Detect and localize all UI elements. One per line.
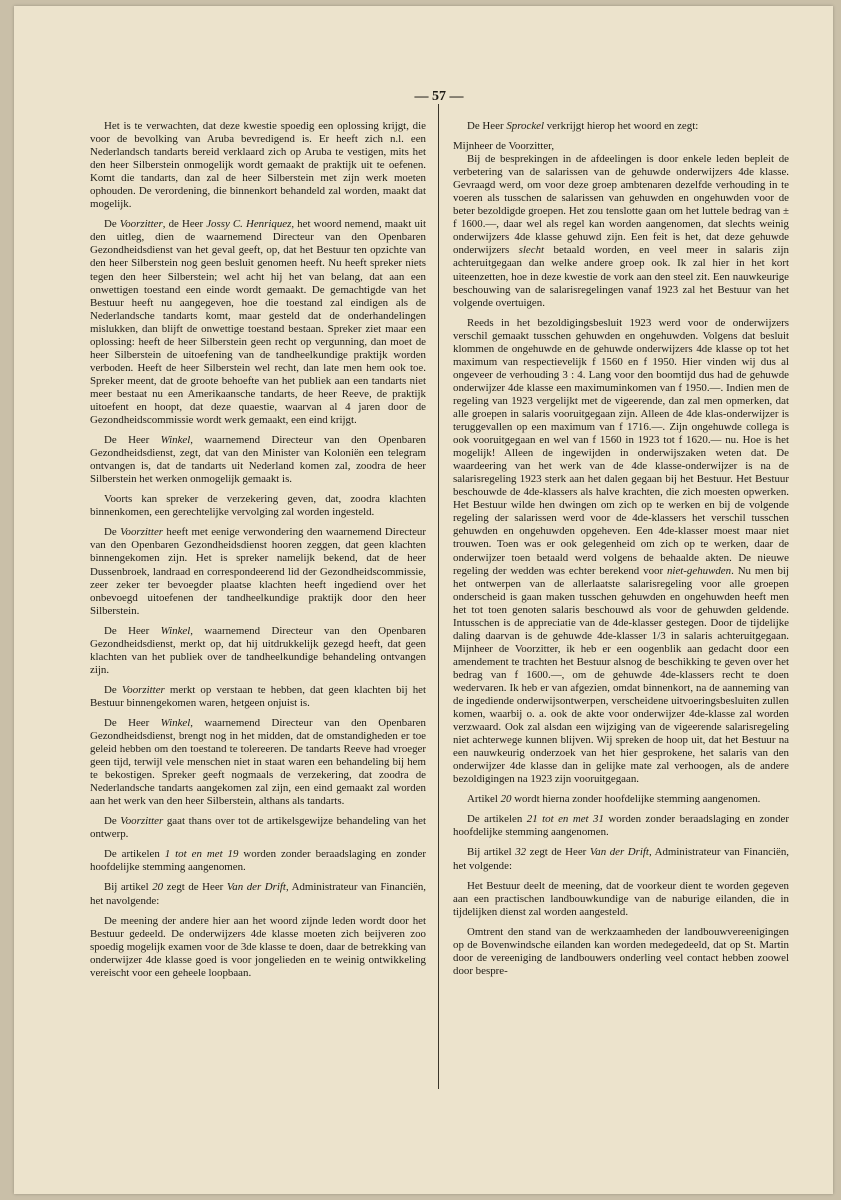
paragraph-text: , waarnemend Directeur van den Openbaren Gezondheidsdienst, brengt nog in het midden, dat de omstandigheden er toe geleid hebben om den toestand te tolereeren. De tandarts Reeve had vroeger geen tijd, terwijl vele menschen niet in staat waren een behandeling bij hem te bekostigen. Spreker geeft nogmaals de verzekering, dat zoodra de Nederlandsche tandarts aangekomen zal zijn, een eind gemaakt zal worden aan het werk van den heer Silberstein, althans als tandarts.: [90, 716, 426, 808]
paragraph-text: Het Bestuur deelt de meening, dat de voorkeur dient te worden gegeven aan een practischen landbouwkundige van de naburige eilanden, die in tijdelijken dienst zal worden aangesteld.: [453, 879, 789, 918]
page-number: — 57 —: [414, 89, 464, 104]
paragraph-text: Bij artikel: [104, 881, 153, 894]
paragraph-text: , waarnemend Directeur van den Openbaren Gezondheidsdienst, merkt op, dat hij uitdrukkelijk gezegd heeft, dat geen klachten van het publiek over de tandheelkundige behandeling ontvangen zijn.: [90, 624, 426, 676]
paragraph: [90, 815, 426, 841]
italic-text: Voorzitter: [119, 218, 163, 231]
column-divider: [438, 104, 439, 1089]
paragraph-text: Voorts kan spreker de verzekering geven, dat, zoodra klachten binnenkomen, een gerechtelijke vervolging zal worden ingesteld.: [90, 493, 426, 519]
paragraph-text: , Administrateur van Financiën, het volgende:: [453, 846, 790, 872]
paragraph: [453, 140, 789, 153]
paragraph: [90, 717, 426, 808]
paragraph-text: merkt op verstaan te hebben, dat geen klachten bij het Bestuur binnengekomen waren, hetgeen onjuist is.: [90, 683, 427, 709]
italic-text: Voorzitter: [120, 815, 164, 828]
paragraph-text: gaat thans over tot de artikelsgewijze behandeling van het ontwerp.: [90, 815, 427, 841]
italic-text: 21 tot en met 31: [526, 813, 604, 826]
italic-text: Van der Drift: [589, 846, 649, 859]
italic-text: Voorzitter: [121, 683, 165, 696]
paragraph-text: Mijnheer de Voorzitter,: [453, 140, 555, 153]
paragraph: [90, 434, 426, 486]
paragraph-text: zegt de Heer: [526, 846, 590, 859]
paragraph-text: Artikel: [467, 793, 501, 806]
paragraph-text: De artikelen: [104, 848, 165, 861]
italic-text: slecht: [518, 244, 545, 257]
paragraph-text: De: [104, 815, 121, 828]
paragraph: [90, 493, 426, 519]
paragraph-text: heeft met eenige verwondering den waarnemend Directeur van den Openbaren Gezondheidsdienst hooren zeggen, dat geen klachten binnengekomen zijn. Het is spreker namelijk bekend, dat de heer Dussenbroek, landraad en correspondeerend lid der Gezondheidscommissie, zeer zeker ter bevoegder plaatse klachten heeft ingediend over het onbevoegd uitoefenen der tandheelkundige praktijk door den heer Silberstein.: [90, 526, 427, 617]
paragraph: [453, 153, 789, 310]
italic-text: Van der Drift: [226, 881, 286, 894]
paragraph: [453, 846, 789, 872]
paragraph: [90, 684, 426, 710]
paragraph-text: wordt hierna zonder hoofdelijke stemming aangenomen.: [511, 793, 761, 806]
paragraph-text: , waarnemend Directeur van den Openbaren Gezondheidsdienst, zegt, dat van den Minister van Koloniën een telegram ontvangen is, dat de tandarts uit Nederland komen zal, zoodra de heer Silberstein het werken onmogelijk gemaakt is.: [90, 434, 426, 486]
document-page: [14, 6, 833, 1194]
paragraph-text: , Administrateur van Financiën, het navolgende:: [90, 881, 427, 907]
paragraph: [90, 881, 426, 907]
italic-text: Winkel: [160, 624, 191, 637]
left-column: [90, 120, 426, 987]
italic-text: Jossy C. Henriquez: [206, 218, 292, 231]
paragraph: [453, 880, 789, 919]
paragraph: [453, 317, 789, 787]
italic-text: Voorzitter: [120, 526, 164, 539]
paragraph-text: Het is te verwachten, dat deze kwestie spoedig een oplossing krijgt, die voor de bevolking van Aruba bevredigend is. Er heeft zich n.l. een Nederlandsch tandarts bereid verklaard zich op Aruba te vestigen, mits het den heer Silberstein onmogelijk wordt gemaakt de praktijk uit te oefenen. Komt die tandarts, dan zal de heer Silberstein met zijn werk moeten ophouden. De verordening, die binnenkort behandeld zal worden, maakt dat mogelijk.: [90, 120, 426, 211]
paragraph-text: Bij artikel: [467, 846, 516, 859]
paragraph-text: zegt de Heer: [163, 881, 227, 894]
italic-text: 20: [500, 793, 512, 806]
paragraph-text: betaald worden, en veel meer in salaris zijn achteruitgegaan dan welke andere groep ook. Ik zal hier in het kort uiteenzetten, hoe in deze kwestie de vork aan den steel zit. Een nauwkeurige beschouwing van de salarisregelingen vanaf 1923 zal het Bestuur van het volgende overtuigen.: [453, 244, 790, 309]
paragraph: [90, 915, 426, 980]
paragraph-text: , het woord nemend, maakt uit den uitleg, dien de waarnemend Directeur van den Openbaren Gezondheidsdienst van het geval geeft, op, dat het Bestuur ten opzichte van den heer Silberstein nog geen besluit genomen heeft. Nu heeft spreker niets tegen den heer Silberstein; wel acht hij het van belang, dat aan een onwettigen toestand een einde wordt gemaakt. De gemachtigde van het Bestuur heeft nu aangegeven, hoe die toestand zal eindigen als de Nederlandsche tandarts komt, maar gesteld dat de onderhandelingen mislukken, dan blijft de onwettige toestand bestaan. Spreker ziet maar een oplossing: heeft de heer Silberstein geen recht op vergunning, dan moet de heer Silberstein de uitoefening van de tandheelkundige praktijk worden verboden. Heeft de heer Silberstein wel recht, dan late men hem ook toe. Spreker meent, dat de groote behoefte van het publiek aan een tandarts niet meer bestaat nu een Amerikaansche tandarts, de heer Reeve, de praktijk uitoefent en hoopt, dat deze quaestie, waarvan al 4 jaren door de Gezondheidscommissie wordt werk gemaakt, een eind krijgt.: [90, 218, 426, 427]
italic-text: Winkel: [160, 716, 191, 729]
italic-text: 20: [152, 881, 164, 894]
paragraph-text: verkrijgt hierop het woord en zegt:: [544, 120, 699, 132]
paragraph-text: De: [104, 683, 122, 696]
right-column: [453, 120, 789, 985]
italic-text: niet-gehuwden: [666, 564, 732, 577]
paragraph-text: . Nu men bij het ontwerpen van de allerlaatste salarisregeling voor alle groepen onderscheid is gaan maken tusschen gehuwden en ongehuwden heeft men het tot toen genoten salaris beschouwd als voor de gehuwden geldende. Intusschen is de appreciatie van de 4de-klasser gestegen. Door de tijdelijke daling daarvan is de gehuwde 4de-klasser 1/3 in salaris achteruitgegaan. Mijnheer de Voorzitter, ik heb er een oogenblik aan gedacht door een amendement te trachten het Bestuur alsnog de beschikking te geven over het bedrag van f 1600.—, om de gehuwde 4de-klassers recht te doen wedervaren. Ik heb er van afgezien, omdat binnenkort, na de aanneming van de ingediende onderwijsontwerpen, verscheidene uitvoeringsbesluiten zullen komen, waarbij o. a. ook de akte voor onderwijzer 4de-klasse zal worden verzwaard. Ook zal alsdan een wijziging van de vigeerende salarisregeling niet achterwege kunnen blijven. Wij spreken de hoop uit, dat het Bestuur na een nauwkeurig onderzoek van het hier gesprokene, het salaris van den onderwijzer 4de klasse dan in gelijke mate zal verhoogen, als de andere bezoldigingen na 1923 zijn vooruitgegaan.: [453, 564, 789, 786]
paragraph: [90, 848, 426, 874]
paragraph-text: Omtrent den stand van de werkzaamheden der landbouwvereenigingen op de Bovenwindsche eilanden kan worden medegedeeld, dat op St. Martin door de vereeniging de landbouwers onderling veel contact hebben zoowel door bespre-: [453, 925, 789, 977]
italic-text: Winkel: [160, 434, 191, 447]
paragraph: [453, 813, 789, 839]
paragraph-text: De: [104, 218, 120, 231]
paragraph-text: De: [104, 526, 121, 539]
italic-text: 1 tot en met 19: [164, 848, 239, 861]
paragraph: [90, 218, 426, 427]
paragraph: [90, 625, 426, 677]
paragraph-text: De Heer: [104, 716, 161, 729]
italic-text: Sprockel: [506, 120, 545, 132]
paragraph-text: Reeds in het bezoldigingsbesluit 1923 werd voor de onderwijzers verschil gemaakt tusschen gehuwden en ongehuwden. Volgens dat besluit klommen de ongehuwde en de gehuwde onderwijzers 4de klasse op tot het maximum van respectievelijk f 1560 en f 1950. Hier vinden wij dus al ongeveer de verhouding 3 : 4. Lang voor den boomtijd dus had de gehuwde onderwijzer 4de klasse een maximuminkomen van f 1950.—. Indien men de regeling van 1923 vergelijkt met de vigeerende, dan zal men opmerken, dat alle groepen in salaris vooruitgegaan zijn. Alleen de 4de klas-onderwijzer is teruggevallen op een maximum van f 1716.—. Zijn ongehuwde collega is ook vooruitgegaan en wel van f 1560 in 1923 tot f 1620.— nu. Hoe is het mogelijk! Alleen de ingewijden in onderwijszaken weten dat. De waardeering van het werk van de 4de klasse-onderwijzer is na de salarisregeling 1923 sterk aan het dalen gegaan bij het Bestuur. Het Bestuur beschouwde de 4de-klassers als halve krachten, die zich moesten opwerken. Het Bestuur wilde hen dwingen om zich op te werken en bij de volgende regeling der salarissen werd voor de 4de-klassers het verschil tusschen gehuwden en ongehuwden opgeheven. Een 4de-klasser moest maar niet trouwen. Toen was er ook gelegenheid om zich op te werken, daar de onderwijzer toen betaald werd volgens de behaalde akten. De nieuwe regeling der wedden was echter berekend voor: [453, 316, 789, 577]
paragraph-text: Bij de besprekingen in de afdeelingen is door enkele leden bepleit de verbetering van de salarissen van de gehuwde onderwijzers 4de klasse. Gevraagd werd, om voor deze groep ambtenaren dezelfde verhouding in te voeren als tusschen de salarissen van gehuwden en ongehuwden voor de beter bezoldigde groepen. Het zou tenslotte gaan om het luttele bedrag van ± f 1600.—, daar wel als regel kan worden aangenomen, dat slechts weinig onderwijzers 4de klasse gehuwd zijn. Een feit is het, dat deze gehuwde onderwijzers: [453, 153, 789, 257]
paragraph-text: , de Heer: [162, 218, 207, 231]
paragraph: [90, 526, 426, 617]
paragraph: [453, 120, 789, 133]
paragraph-text: De Heer: [104, 434, 161, 447]
paragraph-text: De Heer: [467, 120, 507, 132]
paragraph: [453, 793, 789, 806]
paragraph-text: De artikelen: [467, 813, 527, 826]
paragraph: [453, 926, 789, 978]
paragraph-text: worden zonder beraadslaging en zonder hoofdelijke stemming aangenomen.: [453, 813, 789, 839]
paragraph-text: De Heer: [104, 624, 161, 637]
paragraph-text: De meening der andere hier aan het woord zijnde leden wordt door het Bestuur gedeeld. De onderwijzers 4de klasse moeten zich beijveren zoo spoedig mogelijk examen voor de 3de klasse te doen, daar de betrekking van onderwijzer 4de klasse goed is voor jongelieden en te weinig ontwikkeling vereischt voor een geheele loopbaan.: [90, 914, 426, 979]
paragraph-text: worden zonder beraadslaging en zonder hoofdelijke stemming aangenomen.: [90, 848, 426, 874]
italic-text: 32: [515, 846, 527, 859]
paragraph: [90, 120, 426, 211]
